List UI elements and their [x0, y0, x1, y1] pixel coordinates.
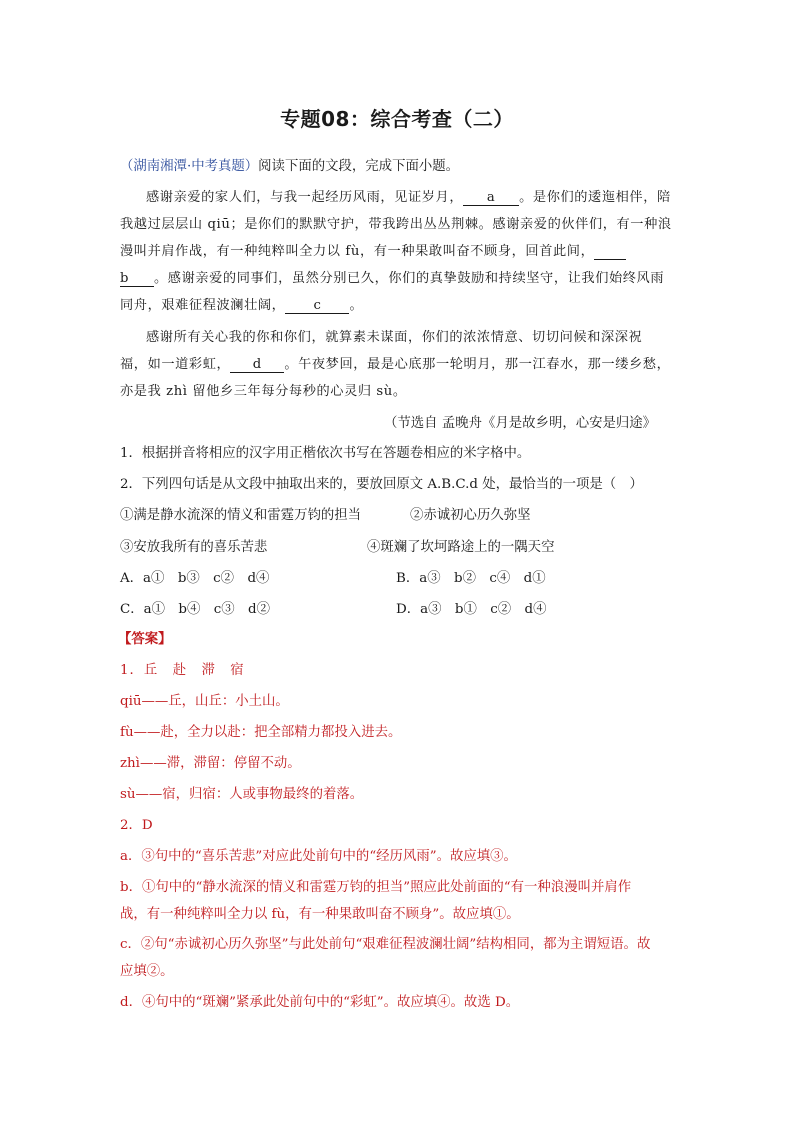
- option-c: C．a① b④ c③ d②: [120, 602, 270, 617]
- answer-header: 【答案】: [118, 631, 172, 647]
- explain-su: sù——宿，归宿：人或事物最终的着落。: [120, 787, 364, 802]
- passage-text: 。是你们的逶迤相伴，陪: [519, 190, 671, 205]
- blank-a: a: [463, 191, 519, 206]
- passage-text: 。午夜梦回，最是心底那一轮明月，那一江春水，那一缕乡愁，: [284, 357, 671, 372]
- answer-2: 2．D: [120, 818, 153, 833]
- intro-line: [120, 155, 459, 174]
- source-tag: （湖南湘潭·中考真题）: [120, 159, 259, 174]
- passage-line: 感谢所有关心我的你和你们，就算素未谋面，你们的浓浓情意、切切问候和深深祝: [146, 330, 643, 345]
- explain-a: a．③句中的“喜乐苦悲”对应此处前句中的“经历风雨”。故应填③。: [120, 849, 517, 864]
- explain-d: d．④句中的“斑斓”紧承此处前句中的“彩虹”。故应填④。故选 D。: [120, 995, 520, 1010]
- blank-b: b: [120, 272, 154, 287]
- question-1: 1．根据拼音将相应的汉字用正楷依次书写在答题卷相应的米字格中。: [120, 446, 531, 461]
- passage-text: 。: [349, 298, 364, 313]
- page-title: 专题08：综合考查（二）: [280, 107, 514, 131]
- explain-b-line1: b．①句中的“静水流深的情义和雷霆万钧的担当”照应此处前面的“有一种浪漫叫并肩作: [120, 880, 632, 895]
- blank-b-line: [594, 245, 626, 260]
- passage-line: [120, 353, 670, 373]
- option-a: A．a① b③ c② d④: [120, 571, 270, 586]
- explain-b-line2: 战，有一种纯粹叫全力以 fù，有一种果敢叫奋不顾身”。故应填①。: [120, 907, 520, 922]
- passage-text: 同舟，艰难征程波澜壮阔，: [120, 298, 286, 313]
- answer-1: 1．丘 赴 滞 宿: [120, 663, 245, 678]
- blank-d: d: [230, 358, 284, 373]
- option-b: B．a③ b② c④ d①: [396, 571, 546, 586]
- passage-text: 漫叫并肩作战，有一种纯粹叫全力以 fù，有一种果敢叫奋不顾身，回首此间，: [120, 244, 595, 259]
- passage-text: 。感谢亲爱的同事们，虽然分别已久，你们的真挚鼓励和持续坚守，让我们始终风雨: [154, 271, 665, 286]
- sentence-4: ④斑斓了坎坷路途上的一隅天空: [367, 540, 555, 555]
- instruction-text: 阅读下面的文段，完成下面小题。: [258, 159, 460, 174]
- option-d: D．a③ b① c② d④: [396, 602, 547, 617]
- sentence-2: ②赤诚初心历久弥坚: [410, 508, 531, 523]
- passage-line: [120, 294, 363, 314]
- explain-c-line1: c．②句“赤诚初心历久弥坚”与此处前句“艰难征程波澜壮阔”结构相同，都为主谓短语。故: [120, 937, 651, 952]
- passage-line: [120, 240, 626, 260]
- sentence-1: ①满是静水流深的情义和雷霆万钧的担当: [120, 508, 362, 523]
- blank-c: c: [285, 299, 349, 314]
- passage-line: [120, 267, 664, 287]
- explain-c-line2: 应填②。: [120, 964, 174, 979]
- sentence-3: ③安放我所有的喜乐苦悲: [120, 540, 268, 555]
- passage-text: 感谢亲爱的家人们，与我一起经历风雨，见证岁月，: [146, 190, 464, 205]
- passage-line: 亦是我 zhì 留他乡三年每分每秒的心灵归 sù。: [120, 384, 407, 399]
- explain-qiu: qiū——丘，山丘：小土山。: [120, 694, 289, 709]
- citation: （节选自 孟晚舟《月是故乡明，心安是归途》: [384, 416, 657, 431]
- explain-zhi: zhì——滞，滞留：停留不动。: [120, 756, 301, 771]
- passage-text: 福，如一道彩虹，: [120, 357, 231, 372]
- question-2: 2．下列四句话是从文段中抽取出来的，要放回原文 A.B.C.d 处，最恰当的一项是（ ）: [120, 477, 643, 492]
- explain-fu: fù——赴，全力以赴：把全部精力都投入进去。: [120, 725, 402, 740]
- passage-line: 我越过层层山 qiū；是你们的默默守护，带我跨出丛丛荆棘。感谢亲爱的伙伴们，有一种浪: [120, 217, 672, 232]
- passage-line: [146, 186, 671, 206]
